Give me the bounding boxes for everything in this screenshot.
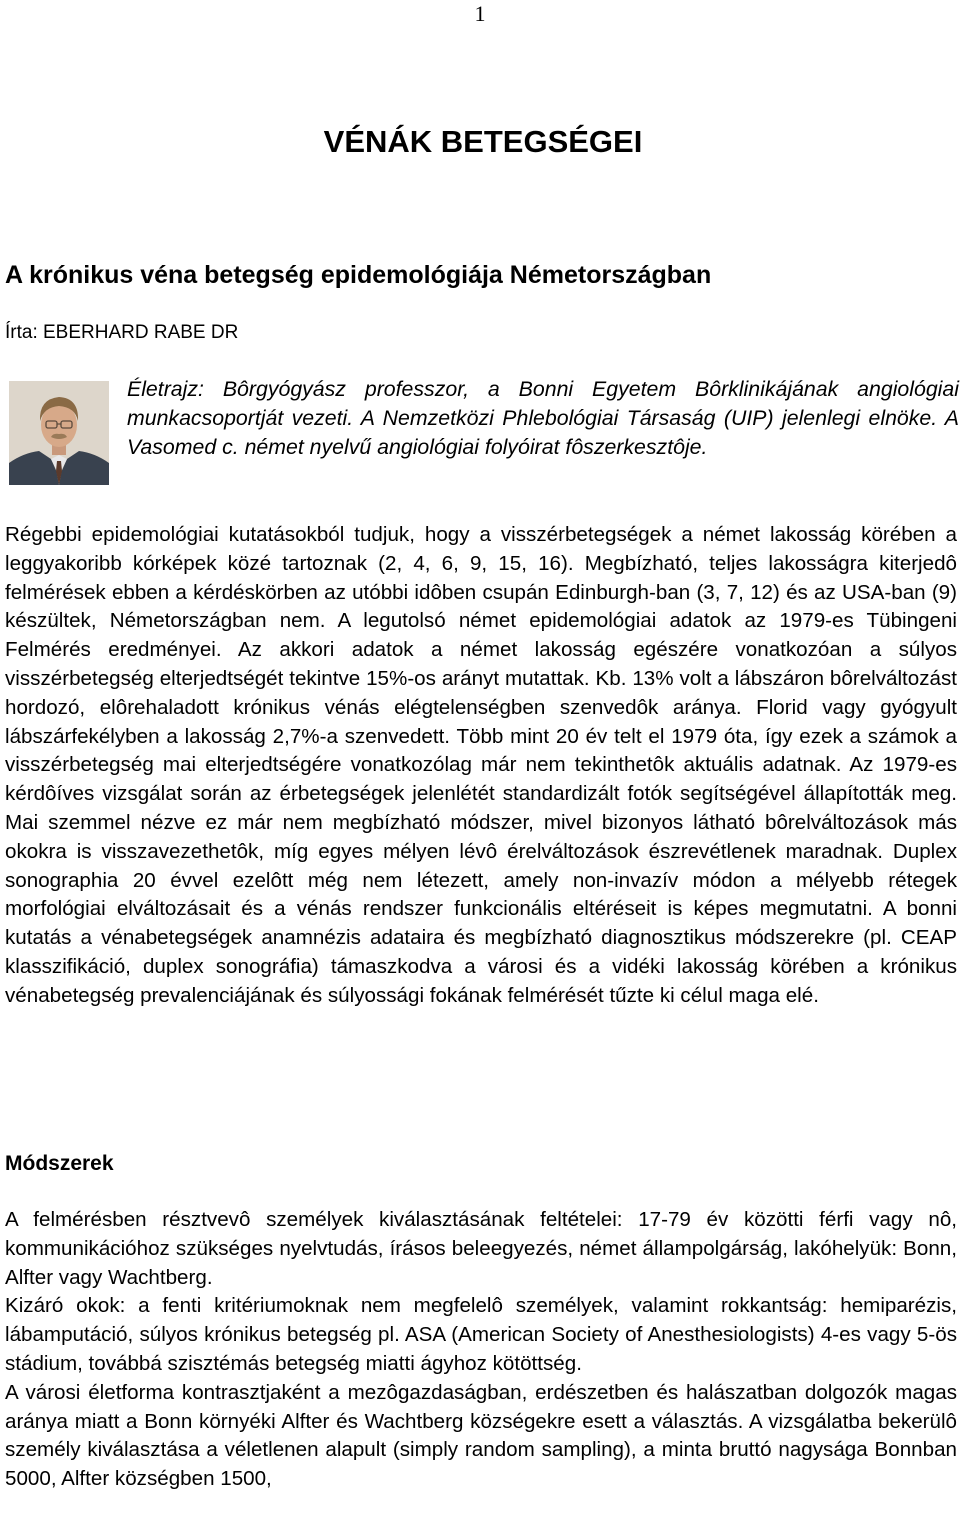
methods-paragraph: Kizáró okok: a fenti kritériumoknak nem megfelelô személyek, valamint rokkantság: hemiparézis, lábamputáció, súlyos krónikus betegség pl. ASA (American Society of Anesthesiologists) 4-es vagy 5-ös stádium, továbbá szisztémás betegség miatti ágyhoz kötöttség. (5, 1294, 957, 1375)
page-number: 1 (474, 1, 486, 26)
intro-paragraph: Régebbi epidemológiai kutatásokból tudjuk, hogy a visszérbetegségek a német lakosság körében a leggyakoribb kórképek közé tartoznak (2, 4, 6, 9, 15, 16). Megbízható, teljes lakosságra kiterjedô felmérések ebben a kérdéskörben az utóbbi idôben csupán Edinburgh-ban (3, 7, 12) és az USA-ban (9) készültek, Németországban nem. A legutolsó német epidemológiai adatok az 1979-es Tübingeni Felmérés eredményei. Az akkori adatok a német lakosság egészére vonatkozóan a súlyos visszérbetegség elterjedtségét tekintve 15%-os arányt mutattak. Kb. 13% volt a lábszáron bôrelváltozást hordozó, elôrehaladott krónikus vénás elégtelenségben szenvedôk aránya. Florid vagy gyógyult lábszárfekélyben a lakosság 2,7%-a szenvedett. Több mint 20 év telt el 1979 óta, így ezek a számok a visszérbetegség mai elterjedtségére vonatkozólag már nem tekinthetôk aktuális adatnak. Az 1979-es kérdôíves vizsgálat során az érbetegségek jelenlétét standardizált fotók segítségével állapították meg. Mai szemmel nézve ez már nem megbízható módszer, mivel bizonyos látható bôrelváltozások más okokra is visszavezethetôk, míg egyes mélyen lévô érelváltozások észrevétlenek maradnak. Duplex sonographia 20 évvel ezelôtt még nem létezett, amely non-invazív módon a mélyebb rétegek morfológiai elváltozásait és a vénás rendszer funkcionális eltéréseit is képes megmutatni. A bonni kutatás a vénabetegségek anamnézis adataira és megbízható diagnosztikus módszerekre (pl. CEAP klasszifikáció, duplex sonográfia) támaszkodva a városi és a vidéki lakosság körében a krónikus vénabetegség prevalenciájának és súlyossági fokának felmérését tűzte ki célul maga elé. (5, 523, 957, 1007)
methods-section (5, 1206, 957, 1494)
author-line: Írta: EBERHARD RABE DR (5, 322, 239, 343)
methods-paragraph: A városi életforma kontrasztjaként a mezôgazdaságban, erdészetben és halászatban dolgozók magas aránya miatt a Bonn környéki Alfter és Wachtberg községekre esett a választás. A vizsgálatba bekerülô személy kiválasztása a véletlenen alapult (simply random sampling), a minta bruttó nagysága Bonnban 5000, Alfter községben 1500, (5, 1380, 957, 1491)
main-title: VÉNÁK BETEGSÉGEI (323, 124, 643, 159)
author-bio: Életrajz: Bôrgyógyász professzor, a Bonni Egyetem Bôrklinikájának angiológiai munkacsoportját vezeti. A Nemzetközi Phlebológiai Társaság (UIP) jelenlegi elnöke. A Vasomed c. német nyelvű angiológiai folyóirat fôszerkesztôje. (127, 377, 959, 459)
article-title: A krónikus véna betegség epidemológiája Németországban (5, 261, 712, 289)
author-portrait (9, 381, 109, 485)
methods-paragraph: A felmérésben résztvevô személyek kiválasztásának feltételei: 17-79 év közötti férfi vagy nô, kommunikációhoz szükséges nyelvtudás, írásos beleegyezés, német állampolgárság, lakóhelyük: Bonn, Alfter vagy Wachtberg. (5, 1208, 957, 1289)
methods-heading: Módszerek (5, 1152, 114, 1175)
